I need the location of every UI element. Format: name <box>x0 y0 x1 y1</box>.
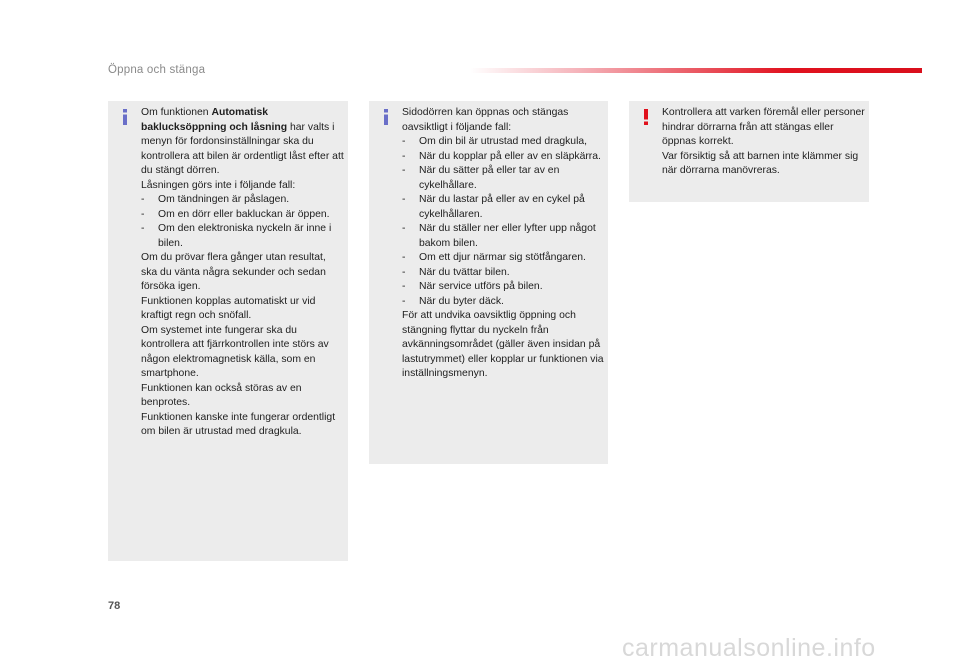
list-item <box>402 280 604 295</box>
towbar-paragraph: Funktionen kanske inte fungerar ordentligt om bilen är utrustad med dragkula. <box>141 411 336 437</box>
intro-paragraph <box>141 106 344 179</box>
list-item-text: Om en dörr eller bakluckan är öppen. <box>158 208 330 220</box>
header-rule <box>470 68 922 73</box>
intro-paragraph: Sidodörren kan öppnas och stängas oavsiktligt i följande fall: <box>402 107 569 133</box>
list-item-text: När du kopplar på eller av en släpkärra. <box>419 150 601 162</box>
retry-paragraph: Om du prövar flera gånger utan resultat, ska du vänta några sekunder och sedan försöka igen. <box>141 252 326 292</box>
list-item <box>141 222 344 251</box>
dash: - <box>402 281 406 292</box>
info-icon <box>117 109 133 125</box>
list-item <box>402 222 604 251</box>
warning-paragraph-1: Kontrollera att varken föremål eller personer hindrar dörrarna från att stängas eller öppnas korrekt. <box>662 107 865 147</box>
intro-text-cont: har valts i menyn för fordonsinställningar ska du kontrollera att bilen är ordentligt låst efter att du stängt dörren. <box>141 121 344 176</box>
dash: - <box>141 208 145 220</box>
warning-box-doors <box>629 101 869 202</box>
rain-paragraph: Funktionen kopplas automatiskt ur vid kraftigt regn och snöfall. <box>141 295 316 321</box>
dash: - <box>402 136 406 147</box>
list-item-text: Om tändningen är påslagen. <box>158 194 290 205</box>
list-item <box>402 251 604 266</box>
outro-paragraph: För att undvika oavsiktlig öppning och stängning flyttar du nyckeln från avkänningsområdet (gäller även insidan på lastutrymmet) eller kopplar ur funktionen via inställningsmenyn. <box>402 310 604 379</box>
list-item <box>402 150 604 165</box>
dash: - <box>402 266 406 278</box>
dash: - <box>402 252 406 263</box>
dash: - <box>402 150 406 162</box>
list-item-text: När du sätter på eller tar av en cykelhållare. <box>419 165 560 191</box>
list-item <box>402 266 604 281</box>
info-box-auto-tailgate <box>108 101 348 561</box>
list-item-text: Om din bil är utrustad med dragkula, <box>419 136 588 147</box>
warning-box-content <box>662 106 865 179</box>
list-item <box>402 135 604 150</box>
info-box-side-door <box>369 101 608 464</box>
info-box-content <box>402 106 604 382</box>
list-item <box>141 208 344 223</box>
watermark: carmanualsonline.info <box>622 634 876 662</box>
list-item-text: När service utförs på bilen. <box>419 281 543 292</box>
list-item-text: När du ställer ner eller lyfter upp något bakom bilen. <box>419 223 596 249</box>
feature-name: Automatisk baklucksöppning och låsning <box>141 107 288 133</box>
info-icon <box>378 109 394 125</box>
list-item-text: Om ett djur närmar sig stötfångaren. <box>419 252 586 263</box>
warning-paragraph-2: Var försiktig så att barnen inte klämmer sig när dörrarna manövreras. <box>662 150 859 176</box>
prosthesis-paragraph: Funktionen kan också störas av en benprotes. <box>141 382 302 408</box>
dash: - <box>141 194 145 205</box>
dash: - <box>141 223 145 234</box>
list-item <box>402 295 604 310</box>
dash: - <box>402 223 406 234</box>
page-number: 78 <box>108 600 121 612</box>
list-item <box>141 193 344 208</box>
intro-text: Om funktionen <box>141 107 212 118</box>
list-item-text: Om den elektroniska nyckeln är inne i bilen. <box>158 223 332 249</box>
dash: - <box>402 165 406 176</box>
interference-paragraph: Om systemet inte fungerar ska du kontrollera att fjärrkontrollen inte störs av någon elektromagnetisk källa, som en smartphone. <box>141 324 329 379</box>
dash: - <box>402 194 406 205</box>
lock-not-applied: Låsningen görs inte i följande fall: <box>141 179 296 191</box>
dash: - <box>402 295 406 307</box>
list-item-text: När du lastar på eller av en cykel på cykelhållaren. <box>419 194 585 220</box>
list-item-text: När du tvättar bilen. <box>419 266 510 278</box>
info-box-content <box>141 106 344 440</box>
warning-icon <box>638 109 654 125</box>
list-item <box>402 193 604 222</box>
list-item <box>402 164 604 193</box>
list-item-text: När du byter däck. <box>419 295 504 307</box>
section-title: Öppna och stänga <box>108 64 206 76</box>
